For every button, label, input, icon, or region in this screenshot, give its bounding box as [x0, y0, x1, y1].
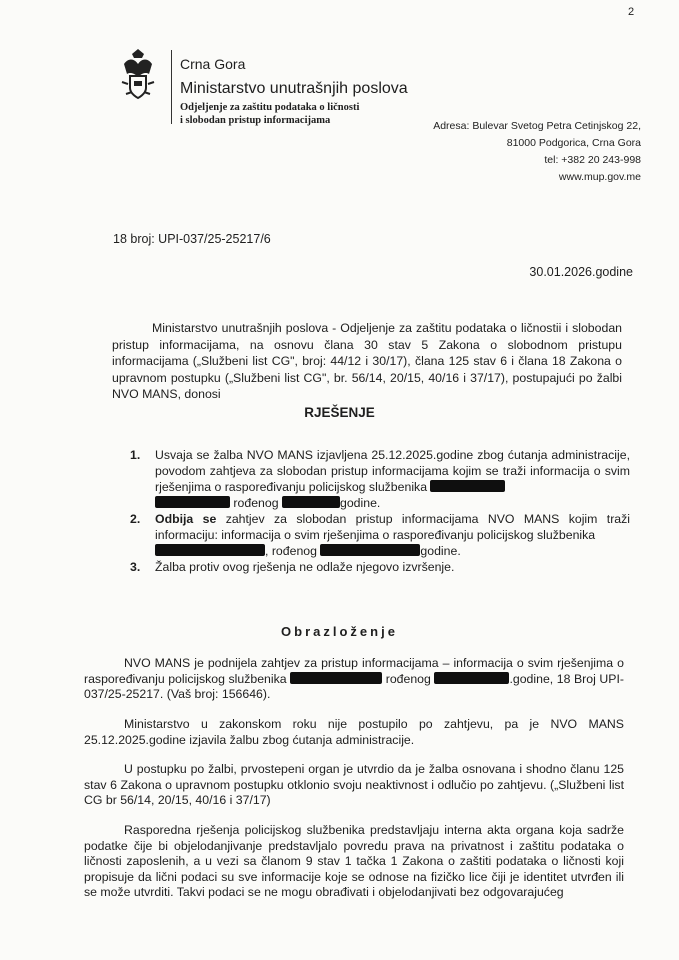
ministry-name: Ministarstvo unutrašnjih poslova	[180, 80, 408, 97]
country-name: Crna Gora	[180, 56, 246, 72]
reasoning-paragraph-3: U postupku po žalbi, prvostepeni organ je utvrdio da je žalba osnovana i shodno članu 125 stav 6 Zakona o upravnom postupku otklonio svoju neaktivnost i odlučio po zahtjevu. („Službeni list CG br 56/14, 20/15, 40/16 i 37/17)	[84, 762, 624, 807]
reasoning-paragraph-4: Rasporedna rješenja policijskog službenika predstavljaju interna akta organa koja sadrže podatke čije bi objelodanjivanje predstavljalo povredu prava na privatnost i zaštitu podataka o ličnosti zaposlenih, a u vezi sa članom 9 stav 1 tačka 1 Zakona o zaštiti podataka o ličnosti koji propisuje da lični podaci su sve informacije koje se odnose na fizičko lice čiji je identitet utvrđen ili se može utvrditi. Takvi podaci se ne mogu obrađivati i objelodanjivati bez odgovarajućeg	[84, 823, 624, 899]
reasoning-paragraph-1: NVO MANS je podnijela zahtjev za pristup informacijama – informacija o svim rješenjima o raspoređivanju policijskog službenika rođenog .godine, 18 Broj UPI-037/25-25217. (Vaš broj: 156646).	[84, 656, 624, 701]
coat-of-arms-icon	[120, 48, 156, 106]
document-date: 30.01.2026.godine	[529, 265, 633, 279]
redaction	[282, 496, 340, 508]
decision-item-3: 3. Žalba protiv ovog rješenja ne odlaže njegovo izvršenje.	[130, 560, 455, 574]
intro-paragraph: Ministarstvo unutrašnjih poslova - Odjeljenje za zaštitu podataka o ličnostii i slobodan pristup informacijama, na osnovu člana 30 stav 5 Zakona o slobodnom pristupu informacijama („Službeni list CG", broj: 44/12 i 30/17), člana 125 stav 6 i člana 18 Zakona o upravnom postupku („Službeni list CG", br. 56/14, 20/15, 40/16 i 37/17), postupajući po žalbi NVO MANS, donosi	[112, 321, 622, 401]
redaction	[430, 480, 505, 492]
redaction	[434, 672, 509, 684]
address-block: Adresa: Bulevar Svetog Petra Cetinjskog 22, 81000 Podgorica, Crna Gora tel: +382 20 243-998 www.mup.gov.me	[433, 120, 641, 183]
reasoning-paragraph-2: Ministarstvo u zakonskom roku nije postupilo po zahtjevu, pa je NVO MANS 25.12.2025.godine izjavila žalbu zbog ćutanja administracije.	[84, 717, 624, 747]
decision-item-1: 1. Usvaja se žalba NVO MANS izjavljena 25.12.2025.godine zbog ćutanja administracije, povodom zahtjeva za slobodan pristup informacijama kojim se traži informacija o svim rješenjima o raspoređivanju policijskog službenika rođenog godine.	[130, 448, 630, 510]
page-number: 2	[628, 6, 635, 18]
redaction	[155, 496, 230, 508]
decision-items	[130, 447, 630, 575]
reasoning-title: Obrazloženje	[281, 624, 398, 639]
department-name: Odjeljenje za zaštitu podataka o ličnosti i slobodan pristup informacijama	[180, 102, 360, 126]
redaction	[290, 672, 382, 684]
header-divider	[171, 50, 172, 124]
redaction	[155, 544, 265, 556]
decision-item-2: 2. Odbija se zahtjev za slobodan pristup informacijama NVO MANS kojim traži informaciju: informacija o svim rješenjima o raspoređivanju policijskog službenika , rođenog godine.	[130, 512, 631, 558]
redaction	[320, 544, 420, 556]
decision-title: RJEŠENJE	[304, 405, 375, 420]
reference-number: 18 broj: UPI-037/25-25217/6	[113, 232, 271, 246]
